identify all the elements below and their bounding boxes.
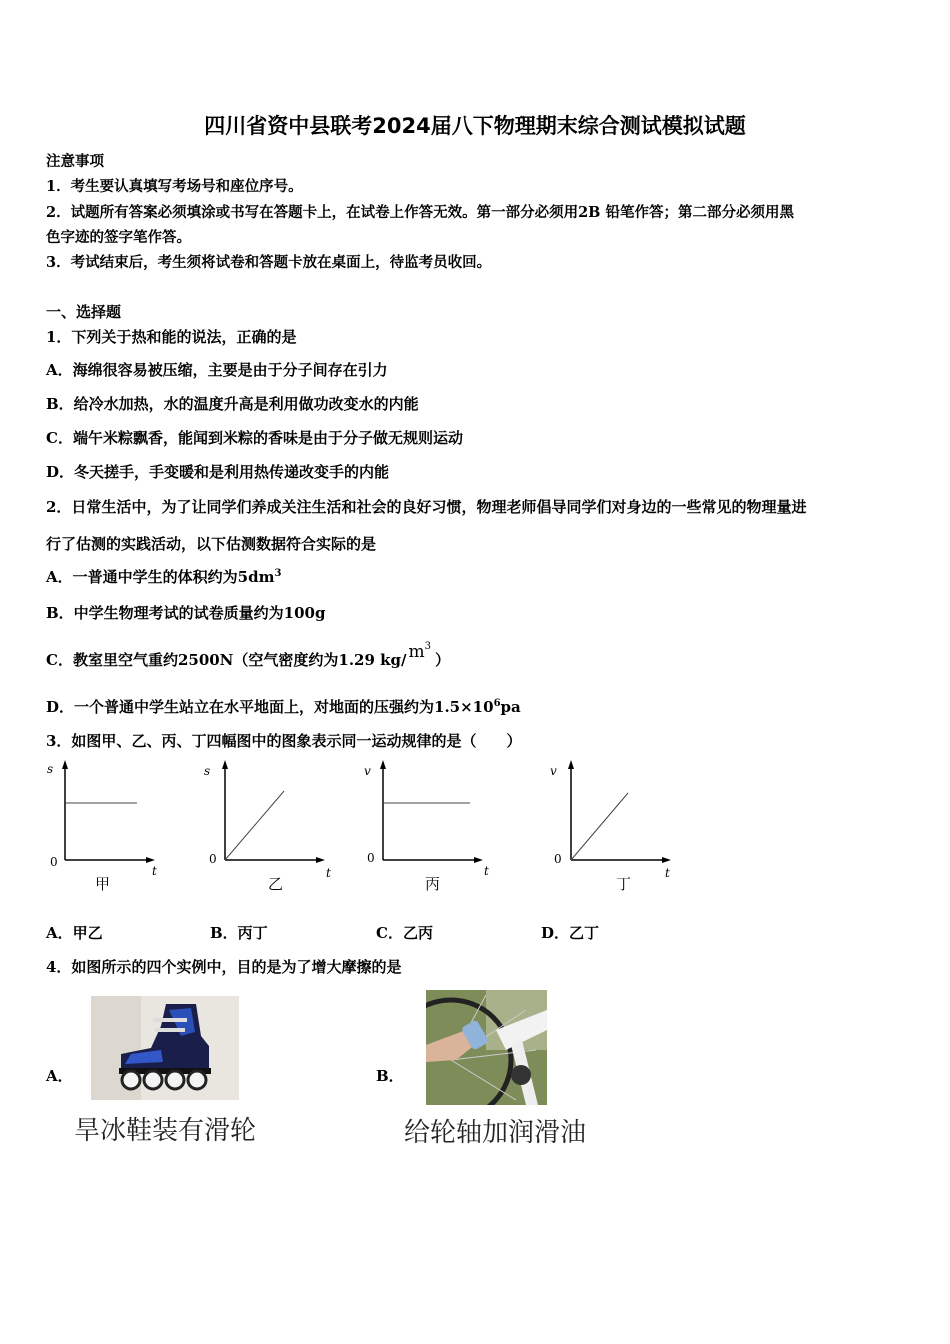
inline-skate-image — [91, 996, 239, 1100]
graph-ylabel: s — [47, 762, 54, 776]
graph-caption: 丁 — [616, 875, 632, 893]
q2-option-b: B．中学生物理考试的试卷质量约为100g — [46, 604, 326, 622]
section-heading: 一、选择题 — [46, 303, 122, 321]
q3-option-d: D．乙丁 — [541, 924, 600, 942]
graph-yi — [204, 760, 331, 893]
q4-option-a-caption: 旱冰鞋装有滑轮 — [74, 1116, 257, 1146]
q2-option-c-sup: 3 — [424, 641, 432, 652]
graph-ding — [550, 760, 671, 893]
q3-graphs — [40, 755, 690, 900]
q2-option-d-text: D．一个普通中学生站立在水平地面上，对地面的压强约为1.5×10 — [46, 698, 494, 716]
q4-option-a-label: A． — [46, 1067, 73, 1085]
q2-option-c-unit: $m^3$ — [408, 641, 432, 662]
graph-caption: 乙 — [268, 875, 284, 893]
q2-option-d-sup: 6 — [493, 698, 501, 709]
q2-option-d-end: pa — [500, 698, 521, 716]
graph-xlabel: t — [152, 864, 157, 878]
graph-xlabel: t — [665, 866, 670, 880]
graph-origin: 0 — [209, 852, 217, 866]
notice-item: 3．考试结束后，考生须将试卷和答题卡放在桌面上，待监考员收回。 — [46, 254, 492, 271]
graph-xlabel: t — [484, 864, 489, 878]
graph-ylabel: v — [550, 764, 557, 778]
graph-xlabel: t — [326, 866, 331, 880]
q2-option-c-end: ） — [435, 651, 451, 669]
q3-option-c: C．乙丙 — [376, 924, 433, 942]
q1-stem: 1．下列关于热和能的说法，正确的是 — [46, 328, 297, 346]
q3-stem: 3．如图甲、乙、丙、丁四幅图中的图象表示同一运动规律的是（ ） — [46, 732, 522, 750]
q3-option-b: B．丙丁 — [210, 924, 268, 942]
q2-option-a-sup: 3 — [274, 568, 282, 579]
notice-item: 1．考生要认真填写考场号和座位序号。 — [46, 178, 303, 195]
bicycle-oil-drawing — [426, 990, 547, 1105]
graph-origin: 0 — [50, 855, 58, 869]
graph-bing — [364, 760, 489, 893]
q1-option-d: D．冬天搓手，手变暖和是利用热传递改变手的内能 — [46, 463, 390, 481]
q4-stem: 4．如图所示的四个实例中，目的是为了增大摩擦的是 — [46, 958, 402, 976]
q2-stem-line2: 行了估测的实践活动，以下估测数据符合实际的是 — [46, 535, 377, 553]
q1-option-c: C．端午米粽飘香，能闻到米粽的香味是由于分子做无规则运动 — [46, 429, 463, 447]
q1-option-a: A．海绵很容易被压缩，主要是由于分子间存在引力 — [46, 361, 388, 379]
q2-option-a-text: A．一普通中学生的体积约为5dm — [46, 568, 275, 586]
inline-skate-drawing — [91, 996, 239, 1100]
q4-option-b-caption: 给轮轴加润滑油 — [404, 1118, 587, 1148]
page-title: 四川省资中县联考2024届八下物理期末综合测试模拟试题 — [204, 114, 746, 138]
graph-jia — [47, 760, 157, 893]
q3-option-a: A．甲乙 — [46, 924, 103, 942]
bicycle-oil-image — [426, 990, 547, 1105]
graph-caption: 甲 — [95, 875, 111, 893]
q2-option-d — [46, 697, 521, 717]
q2-stem-line1: 2．日常生活中，为了让同学们养成关注生活和社会的良好习惯，物理老师倡导同学们对身边的一些常见的物理量进 — [46, 498, 807, 516]
graph-ylabel: v — [364, 764, 371, 778]
notice-item: 色字迹的签字笔作答。 — [46, 229, 191, 246]
graph-origin: 0 — [367, 851, 375, 865]
notice-heading: 注意事项 — [46, 153, 104, 170]
graph-caption: 丙 — [425, 875, 441, 893]
q2-option-a — [46, 567, 281, 587]
notice-item: 2．试题所有答案必须填涂或书写在答题卡上，在试卷上作答无效。第一部分必须用2B 铅笔作答；第二部分必须用黑 — [46, 204, 794, 221]
graph-ylabel: s — [204, 764, 211, 778]
q2-option-c-text: C．教室里空气重约2500N（空气密度约为1.29 kg/ — [46, 651, 407, 669]
q4-option-b-label: B． — [376, 1067, 404, 1085]
graph-origin: 0 — [554, 852, 562, 866]
q2-option-c — [46, 641, 451, 673]
q1-option-b: B．给冷水加热，水的温度升高是利用做功改变水的内能 — [46, 395, 419, 413]
